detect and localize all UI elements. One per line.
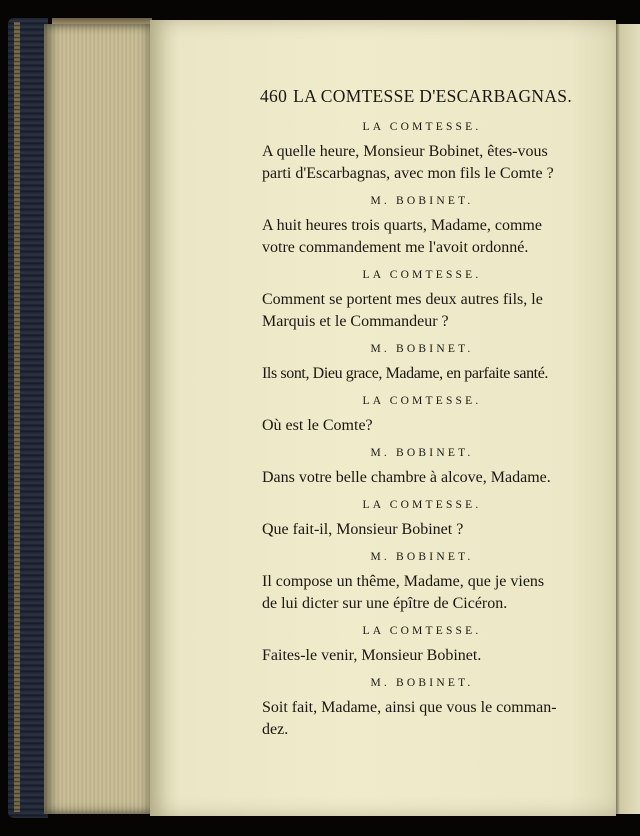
speaker-label: LA COMTESSE. [362,269,482,281]
text-line: A huit heures trois quarts, Madame, comme [262,217,542,234]
speaker-label: LA COMTESSE. [362,121,482,133]
dialogue-text [262,415,582,437]
speaker-label: M. BOBINET. [370,195,474,207]
text-line: A quelle heure, Monsieur Bobinet, êtes-vous [262,143,548,160]
text-line: Dans votre belle chambre à alcove, Madame. [262,469,551,486]
dialogue-entry [262,193,582,259]
speaker-label: M. BOBINET. [370,677,474,689]
dialogue-text [262,697,582,741]
speaker-label: LA COMTESSE. [362,625,482,637]
text-line: Soit fait, Madame, ainsi que vous le comman- [262,699,557,716]
text-line: de lui dicter sur une épître de Cicéron. [262,595,508,612]
dialogue-entry [262,119,582,185]
dialogue-entry [262,623,582,667]
running-title: LA COMTESSE D'ESCARBAGNAS. [293,86,573,106]
dialogue-entry [262,267,582,333]
dialogue-text [262,467,582,489]
text-line: Il compose un thême, Madame, que je viens [262,573,545,590]
dialogue-entry [262,341,582,385]
dialogue [262,119,582,741]
text-line: Marquis et le Commandeur ? [262,313,449,330]
text-line: Ils sont, Dieu grace, Madame, en parfaite santé. [262,365,549,382]
dialogue-entry [262,393,582,437]
spine-edge [14,22,20,812]
speaker-label: LA COMTESSE. [362,499,482,511]
dialogue-text [262,645,582,667]
dialogue-entry [262,675,582,741]
speaker-label: M. BOBINET. [370,343,474,355]
text-line: Que fait-il, Monsieur Bobinet ? [262,521,464,538]
book-page [150,20,616,816]
dialogue-entry [262,445,582,489]
speaker-label: LA COMTESSE. [362,395,482,407]
dialogue-text [262,363,582,385]
text-line: parti d'Escarbagnas, avec mon fils le Comte ? [262,165,554,182]
text-line: votre commandement me l'avoit ordonné. [262,239,529,256]
dialogue-text [262,289,582,333]
text-line: Faites-le venir, Monsieur Bobinet. [262,647,482,664]
facing-page [612,24,640,814]
dialogue-text [262,141,582,185]
page-number: 460 [260,86,288,106]
page-edges [44,24,154,814]
page-text [262,86,582,749]
dialogue-entry [262,549,582,615]
speaker-label: M. BOBINET. [370,551,474,563]
dialogue-text [262,571,582,615]
text-line: dez. [262,721,289,738]
speaker-label: M. BOBINET. [370,447,474,459]
running-header [260,86,582,107]
dialogue-entry [262,497,582,541]
text-line: Où est le Comte? [262,417,373,434]
text-line: Comment se portent mes deux autres fils, le [262,291,543,308]
dialogue-text [262,215,582,259]
dialogue-text [262,519,582,541]
